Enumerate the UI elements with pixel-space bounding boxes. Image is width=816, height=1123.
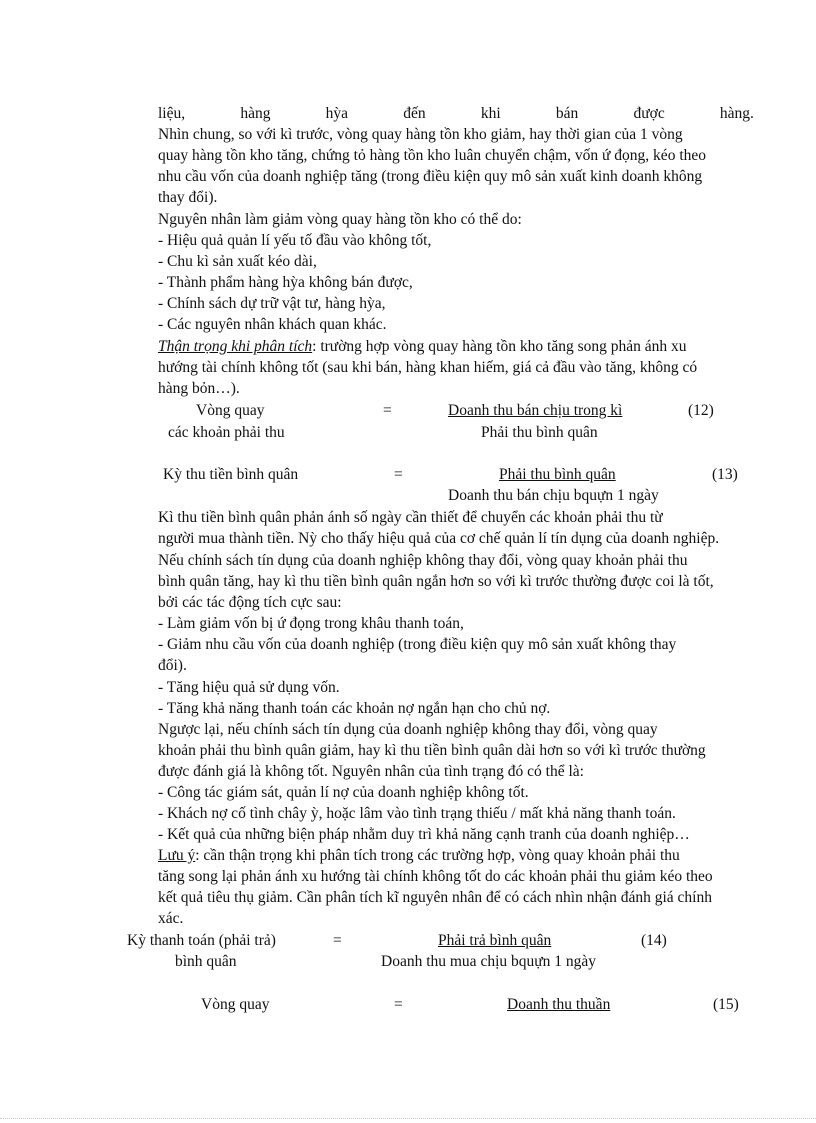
formula-14-left: Kỳ thanh toán (phải trả) (127, 932, 276, 949)
paragraph-line: người mua thành tiền. Nỳ cho thấy hiệu quả của cơ chế quản lí tín dụng của doanh nghiệp. (158, 530, 720, 547)
list-item: - Giảm nhu cầu vốn của doanh nghiệp (trong điều kiện quy mô sản xuất không thay (158, 636, 677, 653)
paragraph-line: nhu cầu vốn của doanh nghiệp tăng (trong điều kiện quy mô sản xuất kinh doanh không (158, 168, 703, 185)
word: hàng (240, 105, 271, 122)
note-label: Lưu ý (158, 847, 196, 864)
formula-13-equals: = (394, 466, 403, 483)
word: khi (480, 105, 501, 122)
formula-15-equals: = (394, 996, 403, 1013)
formula-13-denominator: Doanh thu bán chịu bquựn 1 ngày (448, 487, 659, 504)
list-item: - Chu kì sản xuất kéo dài, (158, 253, 317, 270)
paragraph-line: được đánh giá là không tốt. Nguyên nhân của tình trạng đó có thể là: (158, 763, 584, 780)
formula-14-numerator: Phải trả bình quân (438, 932, 552, 949)
paragraph-line: Kì thu tiền bình quân phản ánh số ngày cần thiết để chuyển các khoản phải thu từ (158, 509, 663, 526)
list-item: - Hiệu quả quản lí yếu tố đầu vào không tốt, (158, 232, 432, 249)
formula-12-number: (12) (688, 402, 714, 419)
note-text: : cần thận trọng khi phân tích trong các trường hợp, vòng quay khoản phải thu (195, 847, 680, 864)
caution-line (158, 337, 687, 357)
continuation-line (158, 104, 754, 124)
word: hàng. (719, 105, 754, 122)
list-item: - Các nguyên nhân khách quan khác. (158, 316, 387, 333)
formula-12-left: các khoản phải thu (168, 424, 285, 441)
list-item: - Khách nợ cố tình chây ỳ, hoặc lâm vào tình trạng thiếu / mất khả năng thanh toán. (158, 805, 676, 822)
formula-14-equals: = (333, 932, 342, 949)
word: đến (403, 105, 426, 122)
paragraph-line: bình quân tăng, hay kì thu tiền bình quân ngắn hơn so với kì trước thường được coi là tốt, (158, 573, 714, 590)
formula-15-numerator: Doanh thu thuần (507, 996, 611, 1013)
formula-12-numerator: Doanh thu bán chịu trong kì (448, 402, 623, 419)
paragraph-line: kết quả tiêu thụ giảm. Cần phân tích kĩ nguyên nhân để có cách nhìn nhận đánh giá chính (158, 889, 712, 906)
formula-12-equals: = (383, 402, 392, 419)
word: liệu, (158, 105, 186, 122)
list-item: - Công tác giám sát, quản lí nợ của doanh nghiệp không tốt. (158, 784, 529, 801)
word: hỳa (325, 105, 349, 122)
word: được (633, 105, 665, 122)
caution-text: : trường hợp vòng quay hàng tồn kho tăng song phản ánh xu (312, 338, 687, 355)
formula-15-number: (15) (713, 996, 739, 1013)
paragraph-line: khoản phải thu bình quân giảm, hay kì thu tiền bình quân dài hơn so với kì trước thường (158, 742, 706, 759)
note-line (158, 846, 680, 866)
paragraph-line: xác. (158, 910, 184, 927)
list-item: - Chính sách dự trữ vật tư, hàng hỳa, (158, 295, 386, 312)
list-item: - Thành phẩm hàng hỳa không bán được, (158, 274, 413, 291)
formula-12-left: Vòng quay (196, 402, 265, 419)
paragraph-line: quay hàng tồn kho tăng, chứng tỏ hàng tồn kho luân chuyển chậm, vốn ứ đọng, kéo theo (158, 147, 707, 164)
formula-12-denominator: Phải thu bình quân (481, 424, 598, 441)
formula-14-left: bình quân (175, 953, 237, 970)
formula-13-number: (13) (712, 466, 738, 483)
reasons-intro: Nguyên nhân làm giảm vòng quay hàng tồn kho có thể do: (158, 211, 522, 228)
paragraph-line: Nếu chính sách tín dụng của doanh nghiệp không thay đổi, vòng quay khoản phải thu (158, 552, 688, 569)
paragraph-line: tăng song lại phản ánh xu hướng tài chính không tốt do các khoản phải thu giảm kéo theo (158, 868, 713, 885)
formula-14-number: (14) (641, 932, 667, 949)
formula-13-left: Kỳ thu tiền bình quân (163, 466, 299, 483)
caution-label: Thận trọng khi phân tích (158, 338, 313, 355)
list-item: - Tăng hiệu quả sử dụng vốn. (158, 679, 340, 696)
paragraph-line: hàng bỏn…). (158, 380, 240, 397)
page-bottom-divider (0, 1118, 816, 1119)
list-item: - Làm giảm vốn bị ứ đọng trong khâu thanh toán, (158, 615, 464, 632)
paragraph-line: hướng tài chính không tốt (sau khi bán, hàng khan hiếm, giá cả đầu vào tăng, không có (158, 359, 698, 376)
list-item: - Kết quả của những biện pháp nhằm duy trì khả năng cạnh tranh của doanh nghiệp… (158, 826, 690, 843)
list-item: - Tăng khả năng thanh toán các khoản nợ ngắn hạn cho chủ nợ. (158, 700, 551, 717)
formula-15-left: Vòng quay (201, 996, 270, 1013)
formula-14-denominator: Doanh thu mua chịu bquựn 1 ngày (381, 953, 597, 970)
paragraph-line: Ngược lại, nếu chính sách tín dụng của doanh nghiệp không thay đổi, vòng quay (158, 721, 658, 738)
formula-13-numerator: Phải thu bình quân (499, 466, 616, 483)
paragraph-line: thay đổi). (158, 189, 218, 206)
paragraph-line: bởi các tác động tích cực sau: (158, 594, 342, 611)
list-item: đổi). (158, 657, 187, 674)
paragraph-line: Nhìn chung, so với kì trước, vòng quay hàng tồn kho giảm, hay thời gian của 1 vòng (158, 126, 683, 143)
word: bán (555, 105, 579, 122)
